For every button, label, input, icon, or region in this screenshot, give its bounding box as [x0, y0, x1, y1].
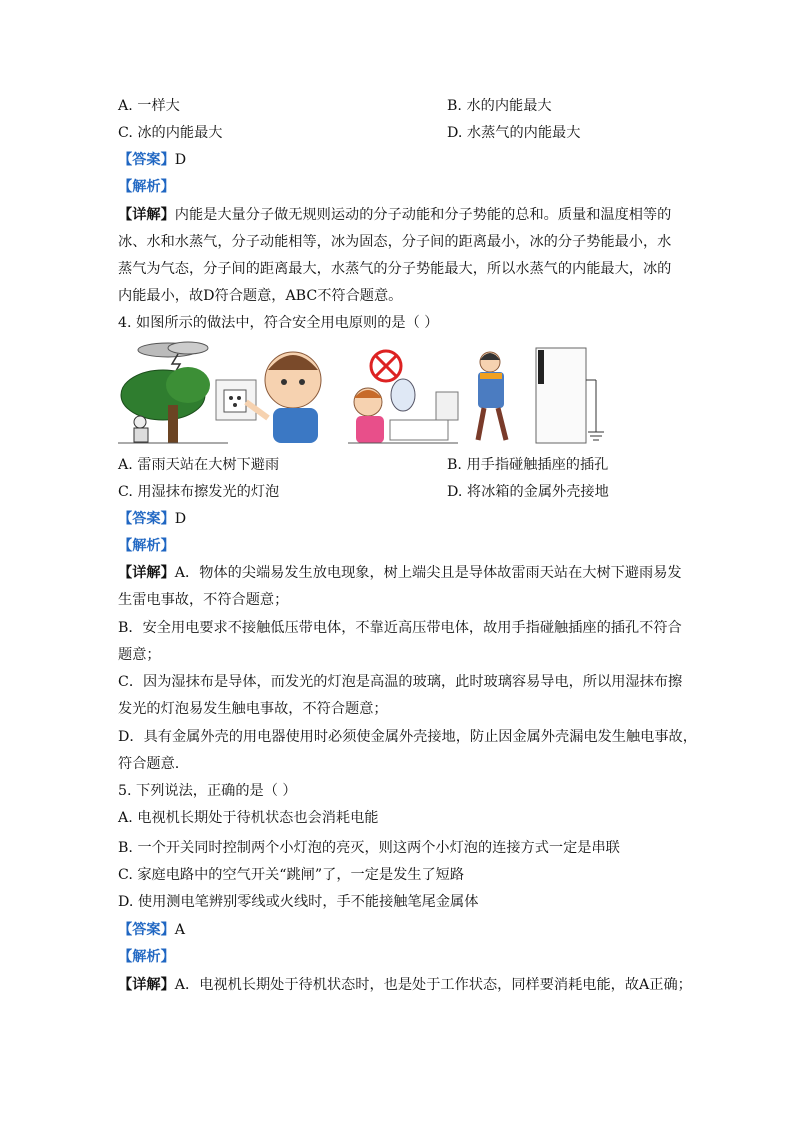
q5-option-a: A. 电视机长期处于待机状态也会消耗电能 [118, 810, 379, 826]
analysis-tag: 【解析】 [118, 179, 175, 195]
q4-analysis-tag [118, 536, 175, 556]
analysis-tag: 【解析】 [118, 949, 175, 965]
answer-tag: 【答案】 [118, 511, 175, 527]
q4-option-c: C. 用湿抹布擦发光的灯泡 [118, 484, 280, 500]
q4-option-a: A. 雷雨天站在大树下避雨 [118, 457, 280, 473]
detail-tag: 【详解】 [118, 207, 175, 223]
q3-option-b: B. 水的内能最大 [447, 98, 552, 114]
q5-answer-line [118, 920, 185, 940]
answer-tag: 【答案】 [118, 152, 175, 168]
q3-detail-text: 内能是大量分子做无规则运动的分子动能和分子势能的总和。质量和温度相等的 [174, 207, 672, 223]
fridge-grounding-illustration [478, 348, 604, 443]
q3-option-d: D. 水蒸气的内能最大 [447, 125, 581, 141]
wet-cloth-lamp-illustration [348, 351, 458, 443]
q4-detail-d-line-2: 符合题意. [118, 756, 180, 772]
q5-stem: 5. 下列说法，正确的是（ ） [118, 783, 297, 799]
q4-detail-a-text: A．物体的尖端易发生放电现象，树上端尖且是导体故雷雨天站在大树下避雨易发 [174, 565, 682, 581]
q4-detail-a-line-1 [118, 563, 682, 583]
q5-option-b: B. 一个开关同时控制两个小灯泡的亮灭，则这两个小灯泡的连接方式一定是串联 [118, 840, 620, 856]
q3-answer-line [118, 150, 186, 170]
q4-detail-c-line-2: 发光的灯泡易发生触电事故，不符合题意； [118, 701, 388, 717]
q3-option-a: A. 一样大 [118, 98, 180, 114]
detail-tag: 【详解】 [118, 565, 175, 581]
q3-option-c: C. 冰的内能最大 [118, 125, 223, 141]
tree-lightning-illustration [118, 342, 228, 443]
q4-option-d: D. 将冰箱的金属外壳接地 [447, 484, 609, 500]
q4-figure [118, 340, 606, 448]
q4-answer: D [174, 511, 187, 527]
q5-detail-line-1 [118, 975, 692, 995]
answer-tag: 【答案】 [118, 922, 175, 938]
child-socket-illustration [216, 352, 321, 443]
q4-detail-a-line-2: 生雷电事故，不符合题意； [118, 592, 289, 608]
q4-detail-c-line-1: C．因为湿抹布是导体，而发光的灯泡是高温的玻璃，此时玻璃容易导电，所以用湿抹布擦 [118, 674, 683, 690]
q3-detail-line-4: 内能最小，故D符合题意，ABC不符合题意。 [118, 288, 403, 304]
q5-answer: A [174, 922, 186, 938]
q4-detail-b-line-1: B．安全用电要求不接触低压带电体，不靠近高压带电体，故用手指碰触插座的插孔不符合 [118, 620, 682, 636]
q3-answer: D [174, 152, 187, 168]
q5-option-d: D. 使用测电笔辨别零线或火线时，手不能接触笔尾金属体 [118, 894, 479, 910]
q4-detail-b-line-2: 题意； [118, 647, 161, 663]
q4-answer-line [118, 509, 186, 529]
q3-analysis-tag [118, 177, 175, 197]
q4-detail-d-line-1: D．具有金属外壳的用电器使用时必须使金属外壳接地，防止因金属外壳漏电发生触电事故， [118, 729, 697, 745]
q5-detail-text: A．电视机长期处于待机状态时，也是处于工作状态，同样要消耗电能，故A正确； [174, 977, 692, 993]
q3-detail-line-2: 冰、水和水蒸气，分子动能相等，冰为固态，分子间的距离最小，冰的分子势能最小，水 [118, 234, 672, 250]
q3-detail-line-1 [118, 205, 671, 225]
detail-tag: 【详解】 [118, 977, 175, 993]
analysis-tag: 【解析】 [118, 538, 175, 554]
q5-analysis-tag [118, 947, 175, 967]
q3-detail-line-3: 蒸气为气态，分子间的距离最大，水蒸气的分子势能最大，所以水蒸气的内能最大，冰的 [118, 261, 672, 277]
q5-option-c: C. 家庭电路中的空气开关“跳闸”了，一定是发生了短路 [118, 867, 465, 883]
q4-option-b: B. 用手指碰触插座的插孔 [447, 457, 609, 473]
q4-stem: 4. 如图所示的做法中，符合安全用电原则的是（ ） [118, 315, 439, 331]
